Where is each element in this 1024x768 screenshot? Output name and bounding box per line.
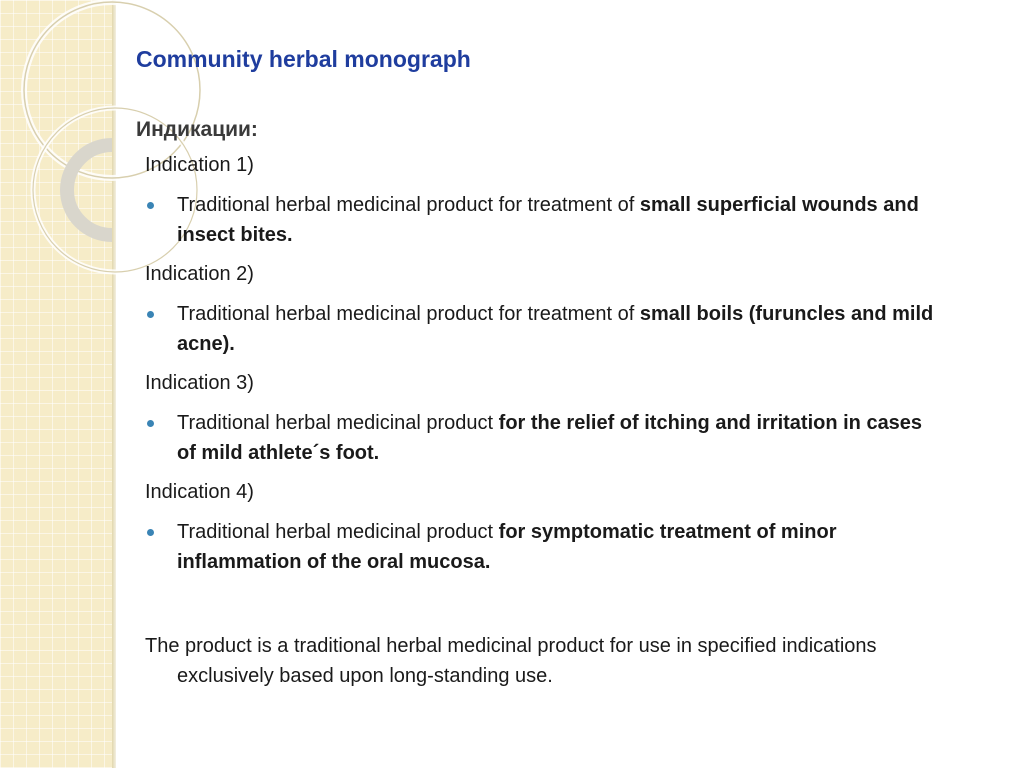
indications-list [145,150,935,691]
indication-text: Traditional herbal medicinal product for treatment of [177,194,640,216]
indication-bullet [145,517,935,577]
bullet-icon [147,529,154,536]
indication-emphasis: for the relief of itching and irritation in cases of mild athlete´s foot. [177,412,923,464]
slide-title: Community herbal monograph [136,46,471,72]
indication-label: Indication 3) [145,372,254,394]
bullet-icon [147,202,154,209]
indication-emphasis: small boils (furuncles and mild acne). [177,303,934,355]
indications-heading: Индикации: [136,118,258,141]
indication-label: Indication 4) [145,481,254,503]
indication-text: Traditional herbal medicinal product [177,521,499,543]
indication-bullet [145,190,935,250]
indication-emphasis: for symptomatic treatment of minor inflammation of the oral mucosa. [177,521,837,573]
bullet-icon [147,311,154,318]
bullet-icon [147,420,154,427]
indication-text: Traditional herbal medicinal product for treatment of [177,303,640,325]
indication-emphasis: small superficial wounds and insect bites. [177,194,919,246]
indication-text: Traditional herbal medicinal product [177,412,499,434]
closing-note: The product is a traditional herbal medicinal product for use in specified indications exclusively based upon long-standing use. [145,635,877,687]
indication-label: Indication 2) [145,263,254,285]
indication-label: Indication 1) [145,154,254,176]
indication-bullet [145,408,935,468]
indication-bullet [145,299,935,359]
